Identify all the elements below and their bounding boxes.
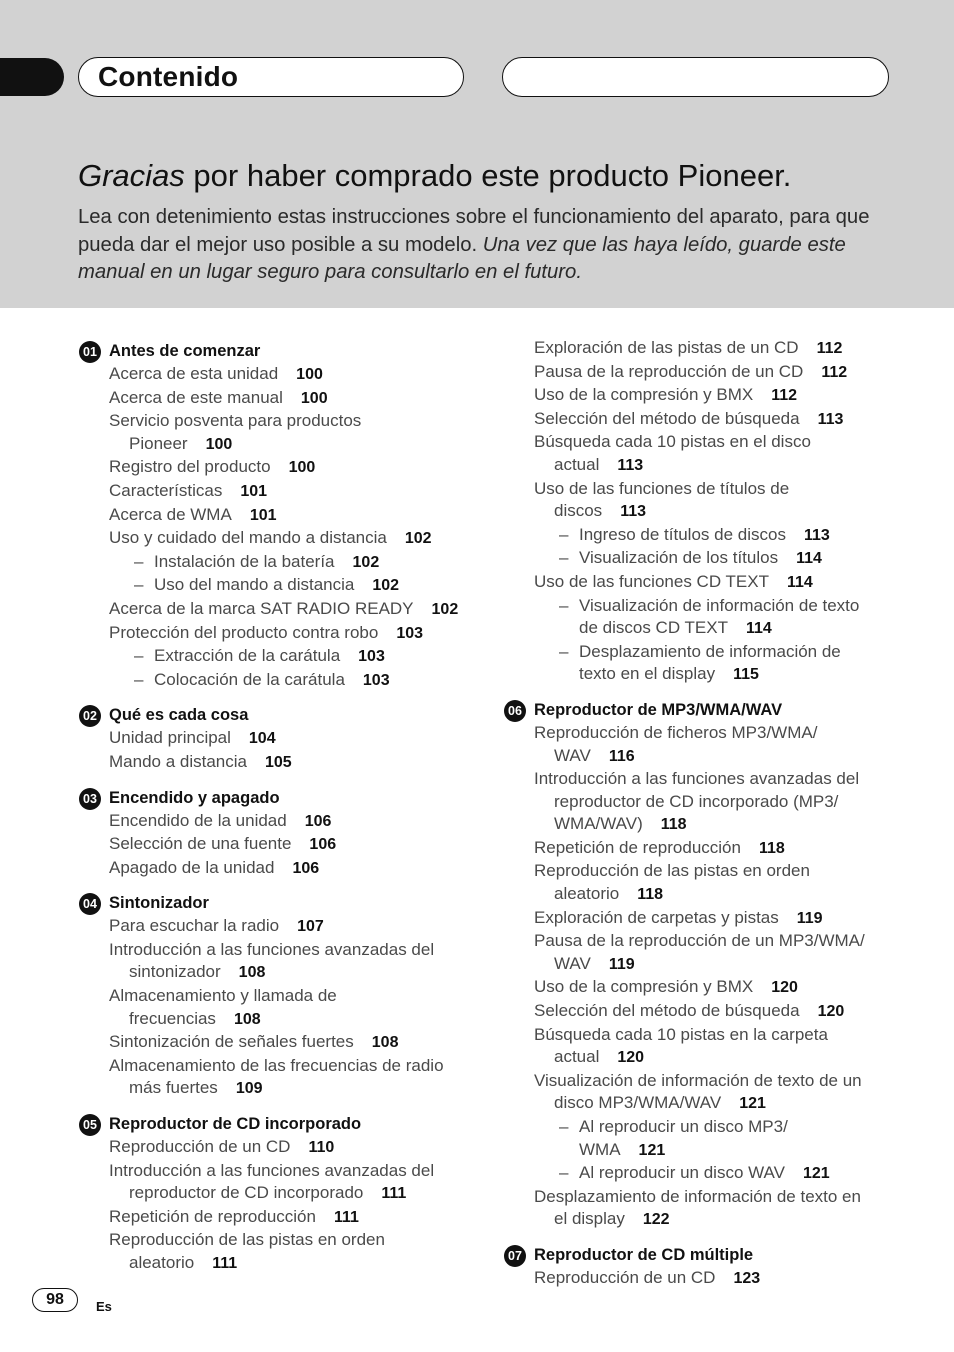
section-heading	[79, 704, 479, 727]
toc-page-number: 111	[212, 1255, 238, 1272]
section-heading-title: Reproductor de CD múltiple	[534, 1245, 754, 1264]
toc-entry-text: Acerca de esta unidad	[109, 364, 279, 383]
toc-entry	[79, 527, 479, 551]
section-heading	[79, 1113, 479, 1136]
toc-entry-text: aleatorio	[129, 1253, 195, 1272]
toc-entry	[79, 961, 479, 985]
toc-entry-text: Uso de la compresión y BMX	[534, 977, 754, 997]
dash-marker: –	[134, 575, 144, 595]
toc-entry	[504, 384, 904, 408]
toc-page-number: 120	[771, 979, 798, 997]
toc-entry-text: Uso y cuidado del mando a distancia	[109, 528, 387, 548]
toc-entry-text: Al reproducir un disco MP3/	[579, 1117, 788, 1136]
toc-entry	[79, 551, 479, 575]
toc-page-number: 120	[617, 1049, 645, 1067]
toc-entry	[79, 1206, 479, 1230]
toc-entry-text: reproductor de CD incorporado (MP3/	[554, 791, 839, 811]
intro-paragraph	[78, 204, 888, 287]
toc-entry	[504, 813, 904, 837]
section-heading	[79, 892, 479, 915]
toc-entry	[504, 1000, 904, 1024]
dash-marker: –	[559, 1117, 569, 1136]
toc-page-number: 108	[233, 1010, 261, 1028]
toc-page-number: 106	[292, 859, 320, 877]
toc-entry	[504, 454, 904, 478]
dash-marker: –	[559, 641, 569, 661]
toc-entry-text: Visualización de información de texto	[579, 595, 860, 615]
toc-page-number: 100	[296, 366, 323, 383]
toc-page-number: 123	[733, 1269, 761, 1287]
toc-entry	[79, 480, 479, 504]
toc-entry	[504, 883, 904, 907]
toc-section	[79, 787, 479, 881]
toc-entry-text: más fuertes	[129, 1078, 218, 1098]
toc-entry-text: Pioneer	[129, 433, 188, 453]
toc-entry-text: Encendido de la unidad	[109, 810, 287, 830]
toc-page-number: 108	[238, 964, 266, 982]
section-heading-title: Reproductor de MP3/WMA/WAV	[534, 700, 783, 719]
toc-entry	[504, 1070, 904, 1093]
toc-page-number: 113	[803, 526, 830, 544]
intro-heading-rest: por haber comprado este producto Pioneer.	[184, 158, 792, 193]
toc-entry	[79, 456, 479, 480]
toc-entry	[79, 504, 479, 528]
toc-entry	[504, 745, 904, 769]
toc-entry	[504, 1162, 904, 1186]
toc-column-right	[504, 337, 904, 1303]
toc-entry	[79, 1252, 479, 1276]
intro-heading	[78, 158, 791, 194]
section-heading	[504, 699, 904, 722]
section-number-badge: 04	[79, 893, 101, 915]
toc-entry-text: Introducción a las funciones avanzadas del	[109, 1160, 435, 1180]
toc-page-number: 115	[733, 666, 759, 684]
section-tab-marker	[0, 58, 64, 96]
toc-page-number: 100	[300, 389, 328, 407]
toc-entry-text: WAV	[554, 745, 591, 765]
toc-entry-text: WMA/WAV)	[554, 814, 643, 834]
toc-entry-text: Protección del producto contra robo	[109, 622, 379, 642]
toc-page-number: 114	[786, 573, 813, 591]
toc-entry-text: Reproducción de las pistas en orden	[109, 1230, 385, 1250]
toc-entry	[504, 500, 904, 524]
section-number-badge: 05	[79, 1114, 101, 1136]
section-number-badge: 07	[504, 1245, 526, 1267]
toc-entry	[504, 595, 904, 618]
toc-page-number: 120	[817, 1003, 845, 1021]
toc-page-number: 111	[333, 1208, 359, 1226]
toc-entry	[504, 361, 904, 385]
toc-entry-text: Reproducción de ficheros MP3/WMA/	[534, 722, 818, 742]
toc-entry-text: aleatorio	[554, 884, 620, 904]
toc-page-number: 102	[431, 600, 459, 618]
toc-entry	[79, 1008, 479, 1032]
toc-entry-text: actual	[554, 454, 600, 474]
toc-entry-text: Acerca de la marca SAT RADIO READY	[109, 598, 414, 618]
toc-entry	[504, 768, 904, 791]
toc-entry-text: Al reproducir un disco WAV	[579, 1163, 785, 1183]
toc-entry-text: Desplazamiento de información de texto en	[534, 1186, 861, 1206]
page-number: 98	[32, 1288, 78, 1312]
toc-entry	[504, 663, 904, 687]
toc-entry-text: Visualización de los títulos	[579, 548, 779, 568]
toc-entry	[504, 524, 904, 548]
toc-page-number: 121	[802, 1165, 830, 1183]
toc-entry	[79, 1229, 479, 1252]
intro-heading-italic: Gracias	[78, 158, 185, 193]
section-heading	[504, 1244, 904, 1267]
toc-page-number: 118	[660, 816, 687, 834]
section-number-badge: 02	[79, 705, 101, 727]
toc-entry	[504, 953, 904, 977]
toc-entry	[79, 1077, 479, 1101]
toc-page-number: 103	[358, 648, 385, 666]
toc-entry-text: Repetición de reproducción	[109, 1206, 316, 1226]
toc-section	[79, 340, 479, 692]
section-title-pill	[78, 57, 464, 97]
toc-entry	[504, 860, 904, 883]
toc-entry	[504, 1092, 904, 1116]
toc-entry	[504, 431, 904, 454]
toc-entry	[79, 985, 479, 1008]
toc-entry-text: Pausa de la reproducción de un CD	[534, 361, 804, 381]
section-heading-title: Antes de comenzar	[109, 342, 261, 360]
toc-entry	[504, 1024, 904, 1047]
toc-entry	[504, 976, 904, 1000]
toc-entry	[504, 571, 904, 595]
section-heading	[79, 340, 479, 363]
toc-entry-text: Características	[109, 480, 223, 500]
toc-entry	[79, 410, 479, 433]
toc-section	[79, 1113, 479, 1276]
intro-paragraph-italic: Una vez que las haya leído, guarde este manual en un lugar seguro para consultarlo en el futuro.	[78, 233, 846, 283]
toc-page-number: 102	[404, 530, 432, 548]
toc-entry-text: Desplazamiento de información de	[579, 641, 841, 661]
toc-page-number: 100	[288, 459, 316, 477]
toc-entry-text: Selección de una fuente	[109, 834, 292, 854]
toc-page-number: 113	[817, 410, 844, 428]
toc-entry-text: Introducción a las funciones avanzadas del	[534, 769, 860, 789]
toc-section	[504, 1244, 904, 1291]
toc-page-number: 110	[308, 1139, 335, 1157]
header-band	[0, 0, 954, 308]
toc-page-number: 100	[205, 435, 233, 453]
toc-entry	[504, 722, 904, 745]
toc-page-number: 101	[249, 506, 277, 524]
toc-page-number: 112	[821, 363, 848, 381]
toc-entry	[79, 622, 479, 646]
toc-entry-text: reproductor de CD incorporado	[129, 1183, 364, 1203]
toc-entry-text: Ingreso de títulos de discos	[579, 524, 786, 544]
toc-page-number: 118	[637, 886, 664, 904]
dash-marker: –	[559, 1163, 569, 1183]
section-heading-title: Reproductor de CD incorporado	[109, 1115, 362, 1134]
toc-page-number: 106	[304, 812, 332, 830]
toc-entry	[79, 387, 479, 411]
toc-entry-text: Acerca de WMA	[109, 504, 232, 524]
toc-entry-text: Acerca de este manual	[109, 387, 283, 407]
toc-page-number: 104	[248, 730, 276, 748]
toc-section	[504, 337, 904, 687]
toc-entry	[504, 1186, 904, 1209]
toc-section	[79, 704, 479, 774]
toc-entry	[79, 939, 479, 962]
toc-entry-text: Uso del mando a distancia	[154, 575, 355, 595]
toc-entry-text: texto en el display	[579, 664, 716, 684]
toc-page-number: 114	[796, 550, 822, 568]
dash-marker: –	[559, 524, 569, 544]
toc-column-left	[79, 340, 479, 1288]
toc-entry-text: Introducción a las funciones avanzadas del	[109, 939, 435, 959]
toc-entry	[504, 837, 904, 861]
toc-entry	[504, 547, 904, 571]
toc-entry-text: disco MP3/WMA/WAV	[554, 1093, 722, 1113]
toc-entry	[79, 915, 479, 939]
toc-entry	[504, 337, 904, 361]
toc-entry	[504, 641, 904, 664]
toc-entry-text: Búsqueda cada 10 pistas en la carpeta	[534, 1024, 828, 1044]
toc-page-number: 103	[396, 624, 424, 642]
toc-entry-text: Unidad principal	[109, 728, 231, 748]
toc-entry	[504, 1208, 904, 1232]
toc-entry-text: Búsqueda cada 10 pistas en el disco	[534, 432, 811, 452]
toc-entry-text: Extracción de la carátula	[154, 646, 341, 666]
toc-page-number: 105	[264, 753, 292, 771]
toc-entry	[79, 598, 479, 622]
toc-entry-text: Mando a distancia	[109, 751, 247, 771]
toc-entry	[79, 1182, 479, 1206]
toc-page-number: 121	[739, 1095, 766, 1113]
toc-entry-text: WAV	[554, 953, 591, 973]
section-heading-title: Encendido y apagado	[109, 788, 280, 807]
section-heading-title: Sintonizador	[109, 894, 209, 913]
intro-paragraph-normal: Lea con detenimiento estas instrucciones sobre el funcionamiento del aparato, para que pueda dar el mejor uso posible a su modelo.	[78, 206, 870, 256]
language-code: Es	[96, 1299, 112, 1314]
toc-entry-text: Exploración de las pistas de un CD	[534, 338, 799, 357]
toc-entry	[504, 791, 904, 814]
toc-entry	[79, 1055, 479, 1078]
toc-entry-text: Reproducción de las pistas en orden	[534, 861, 810, 881]
toc-entry	[79, 1160, 479, 1183]
toc-entry-text: Almacenamiento y llamada de	[109, 986, 337, 1006]
toc-entry	[79, 574, 479, 598]
toc-page-number: 113	[617, 456, 644, 474]
toc-page-number: 102	[372, 577, 400, 595]
toc-entry	[79, 1031, 479, 1055]
toc-page-number: 101	[240, 482, 268, 500]
toc-entry	[504, 408, 904, 432]
toc-page-number: 112	[771, 387, 798, 405]
toc-page-number: 111	[381, 1185, 407, 1203]
toc-entry	[504, 617, 904, 641]
toc-entry	[79, 751, 479, 775]
toc-page-number: 121	[638, 1141, 666, 1159]
toc-entry-text: Visualización de información de texto de un	[534, 1070, 862, 1090]
toc-entry	[79, 857, 479, 881]
toc-entry-text: Uso de las funciones de títulos de	[534, 478, 790, 498]
section-number-badge: 01	[79, 341, 101, 363]
toc-entry-text: Repetición de reproducción	[534, 837, 741, 857]
section-number-badge: 03	[79, 788, 101, 810]
toc-page-number: 103	[362, 671, 390, 689]
toc-entry	[79, 363, 479, 387]
toc-page-number: 108	[371, 1034, 399, 1052]
toc-entry-text: discos	[554, 501, 603, 521]
toc-page-number: 122	[642, 1211, 670, 1229]
toc-page-number: 102	[352, 553, 380, 571]
toc-entry-text: Reproducción de un CD	[534, 1267, 716, 1287]
toc-entry	[504, 1139, 904, 1163]
toc-entry-text: Para escuchar la radio	[109, 916, 280, 936]
dash-marker: –	[134, 669, 144, 689]
dash-marker: –	[559, 548, 569, 568]
toc-page-number: 112	[816, 340, 843, 357]
toc-section	[504, 699, 904, 1232]
toc-entry	[79, 727, 479, 751]
toc-entry-text: Reproducción de un CD	[109, 1137, 291, 1157]
toc-entry-text: Apagado de la unidad	[109, 857, 275, 877]
toc-entry	[79, 1136, 479, 1160]
toc-entry-text: Pausa de la reproducción de un MP3/WMA/	[534, 931, 865, 951]
toc-page-number: 119	[796, 909, 823, 927]
toc-entry	[79, 833, 479, 857]
toc-entry-text: Almacenamiento de las frecuencias de radio	[109, 1055, 444, 1075]
toc-entry-text: Servicio posventa para productos	[109, 411, 362, 431]
toc-section	[79, 892, 479, 1101]
toc-entry-text: actual	[554, 1047, 600, 1067]
dash-marker: –	[134, 551, 144, 571]
toc-entry	[504, 478, 904, 501]
toc-entry-text: el display	[554, 1209, 625, 1229]
dash-marker: –	[559, 595, 569, 615]
toc-entry-text: de discos CD TEXT	[579, 618, 728, 638]
section-heading-title: Qué es cada cosa	[109, 706, 249, 725]
toc-entry	[79, 669, 479, 693]
toc-entry-text: Registro del producto	[109, 457, 271, 477]
toc-entry-text: sintonizador	[129, 962, 221, 982]
toc-entry-text: Colocación de la carátula	[154, 669, 345, 689]
toc-entry-text: WMA	[579, 1139, 621, 1159]
toc-entry	[504, 930, 904, 953]
toc-entry	[79, 810, 479, 834]
toc-entry-text: Selección del método de búsqueda	[534, 1001, 800, 1021]
toc-entry-text: Uso de las funciones CD TEXT	[534, 571, 769, 591]
toc-entry	[79, 645, 479, 669]
section-title: Contenido	[98, 61, 239, 92]
toc-entry-text: Selección del método de búsqueda	[534, 408, 800, 428]
toc-entry-text: Exploración de carpetas y pistas	[534, 907, 779, 927]
toc-page-number: 109	[235, 1080, 263, 1098]
section-heading	[79, 787, 479, 810]
section-number-badge: 06	[504, 700, 526, 722]
toc-page-number: 107	[297, 918, 324, 936]
toc-page-number: 114	[745, 620, 772, 638]
toc-entry-text: Instalación de la batería	[154, 551, 335, 571]
toc-page-number: 106	[309, 836, 337, 854]
toc-entry	[504, 1046, 904, 1070]
toc-page-number: 116	[608, 747, 635, 765]
toc-page-number: 113	[620, 503, 646, 521]
toc-entry	[79, 433, 479, 457]
toc-entry	[504, 1267, 904, 1291]
dash-marker: –	[134, 646, 144, 666]
toc-entry-text: Sintonización de señales fuertes	[109, 1032, 354, 1052]
empty-title-pill	[502, 57, 889, 97]
toc-entry	[504, 1116, 904, 1139]
toc-entry-text: frecuencias	[129, 1008, 216, 1028]
toc-page-number: 118	[758, 839, 785, 857]
toc-page-number: 119	[608, 955, 635, 973]
toc-entry-text: Uso de la compresión y BMX	[534, 385, 754, 405]
toc-entry	[504, 907, 904, 931]
